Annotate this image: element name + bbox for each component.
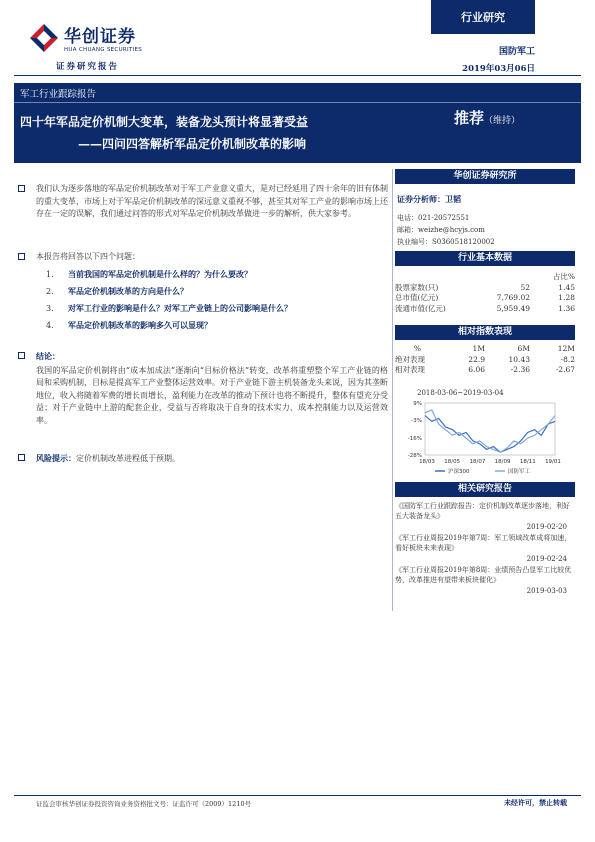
footer-license: 证监会审核华创证券投资咨询业务资格批文号：证监许可（2009）1210号 bbox=[36, 800, 252, 808]
report-title: 四十年军品定价机制大变革，装备龙头预计将显著受益 bbox=[20, 115, 309, 129]
footer-copyright: 未经许可，禁止转载 bbox=[504, 798, 567, 807]
legend-label: 沪深300 bbox=[448, 469, 470, 475]
related-date: 2019-02-24 bbox=[526, 555, 567, 563]
report-date: 2019年03月06日 bbox=[462, 64, 535, 74]
logo-text-en: HUA CHUANG SECURITIES bbox=[64, 47, 143, 53]
list-item bbox=[46, 266, 292, 283]
list-item bbox=[46, 283, 292, 300]
row-value: -2.36 bbox=[510, 365, 530, 374]
row-value: -2.67 bbox=[555, 365, 575, 374]
list-item bbox=[46, 300, 292, 317]
row-value: 22.9 bbox=[468, 354, 485, 364]
x-tick-label: 18/07 bbox=[469, 459, 486, 465]
header-divider bbox=[14, 75, 581, 76]
table-row bbox=[395, 283, 575, 294]
analyst-license: 执业编号：S0360518120002 bbox=[397, 238, 495, 246]
row-label: 股票家数(只) bbox=[395, 282, 439, 292]
bullet-icon bbox=[18, 253, 25, 260]
y-tick-label: -16% bbox=[407, 436, 422, 443]
question-number: 2. bbox=[46, 287, 54, 296]
legend-label: 国防军工 bbox=[508, 469, 531, 475]
performance-chart bbox=[395, 397, 575, 479]
related-item[interactable]: 《军工行业周报2019年第7周：军工领域改革成将加速，看好板块未来表现》 bbox=[395, 534, 572, 552]
analyst-name: 证券分析师：卫韬 bbox=[397, 194, 461, 204]
question-text: 对军工行业的影响是什么？对军工产业链上的公司影响是什么？ bbox=[68, 303, 292, 313]
question-number: 1. bbox=[46, 270, 54, 279]
row-label: 总市值(亿元) bbox=[395, 293, 439, 302]
conclusion-text: 我国的军品定价机制将由“成本加成法”逐渐向“目标价格法”转变，改革将重塑整个军工产业链的格局和采购机制，目标是提高军工产业整体运营效率。对于产业链下游主机装备龙头来说，因为其垄断地位，收入将随着军费的增长而增长，盈利能力在改革的推动下预计也将不断提升，整体有望充分受益；对于产业链中上游的配套企业，受益与否将取决于自身的技术实力、成本控制能力以及运营效率。 bbox=[36, 365, 388, 425]
list-item bbox=[46, 317, 292, 334]
risk-label: 风险提示： bbox=[36, 453, 76, 463]
row-value: 52 bbox=[520, 282, 530, 292]
logo-text: 华创证券 bbox=[64, 27, 136, 47]
analyst-email[interactable]: 邮箱：weizhe@hcyjs.com bbox=[397, 226, 485, 234]
related-reports-panel bbox=[395, 482, 575, 597]
banner-divider bbox=[14, 102, 581, 103]
row-pct: 1.45 bbox=[558, 282, 575, 292]
row-value: 5,959.49 bbox=[496, 303, 530, 313]
performance-header: 相对指数表现 bbox=[395, 325, 575, 340]
x-tick-label: 18/09 bbox=[494, 459, 511, 465]
rating-value: 推荐 bbox=[454, 109, 485, 127]
company-logo bbox=[30, 22, 142, 53]
questions-lead: 本报告将回答以下四个问题： bbox=[36, 252, 140, 261]
related-item[interactable]: 《军工行业周报2019年第8周：业绩预告凸显军工比较优势，改革推进有望带来板块催化》 bbox=[395, 566, 572, 584]
logo-mark-icon bbox=[30, 24, 58, 52]
x-tick-label: 18/05 bbox=[444, 459, 461, 465]
intro-text: 我们认为逐步落地的军品定价机制改革对于军工产业意义重大，是对已经延用了四十余年的旧有体制的重大变革，市场上对于军品定价机制改革的深远意义重视不够，甚至其对军工产业的影响市场上还存在一定的误解，我们通过问答的形式对军品定价机制改革做进一步的解析，供大家参考。 bbox=[36, 184, 388, 218]
bullet-icon bbox=[18, 352, 25, 359]
analyst-phone: 电话：021-20572551 bbox=[397, 214, 470, 222]
related-reports-header: 相关研究报告 bbox=[395, 482, 575, 497]
row-label: 流通市值(亿元) bbox=[395, 303, 446, 313]
col-header: 1M bbox=[472, 344, 485, 353]
intro-section bbox=[18, 183, 388, 221]
y-tick-label: -3% bbox=[411, 417, 422, 424]
bullet-icon bbox=[18, 185, 25, 192]
report-subtitle: 证券研究报告 bbox=[56, 62, 120, 72]
footer-divider bbox=[14, 795, 581, 796]
questions-lead-section bbox=[18, 251, 388, 264]
rating-note: （维持） bbox=[484, 116, 521, 126]
rating bbox=[454, 107, 520, 128]
row-label: 绝对表现 bbox=[395, 354, 425, 364]
table-row bbox=[395, 355, 575, 366]
question-number: 3. bbox=[46, 304, 54, 313]
y-tick-label: 9% bbox=[413, 401, 422, 407]
table-header-row bbox=[395, 344, 575, 355]
report-subtitle-line: ——四问四答解析军品定价机制改革的影响 bbox=[78, 137, 307, 151]
question-text: 军品定价机制改革的方向是什么？ bbox=[68, 286, 188, 296]
row-value: -8.2 bbox=[560, 354, 575, 364]
row-pct: 1.36 bbox=[558, 303, 575, 313]
performance-panel bbox=[395, 325, 575, 376]
related-list bbox=[395, 497, 575, 597]
questions-list bbox=[46, 266, 292, 334]
row-value: 10.43 bbox=[508, 354, 530, 364]
col-header: 12M bbox=[557, 344, 575, 353]
industry-label: 国防军工 bbox=[498, 47, 535, 57]
col-header: 6M bbox=[517, 344, 530, 353]
performance-chart-panel bbox=[395, 389, 575, 483]
bullet-icon bbox=[18, 454, 25, 461]
row-value: 6.06 bbox=[468, 365, 485, 374]
institute-header: 华创证券研究所 bbox=[395, 169, 575, 184]
report-category: 军工行业跟踪报告 bbox=[20, 89, 97, 100]
row-value: 7,769.02 bbox=[496, 293, 530, 302]
related-item[interactable]: 《国防军工行业跟踪报告：定价机制改革逐步落地，利好五大装备龙头》 bbox=[395, 502, 570, 520]
related-date: 2019-03-03 bbox=[526, 587, 567, 595]
pct-header: 占比% bbox=[552, 272, 575, 281]
chart-range: 2018-03-06~2019-03-04 bbox=[417, 389, 504, 397]
row-label: 相对表现 bbox=[395, 365, 425, 374]
question-text: 军品定价机制改革的影响多久可以显现？ bbox=[68, 320, 212, 330]
basic-data-panel bbox=[395, 251, 575, 314]
question-number: 4. bbox=[46, 321, 54, 330]
column-divider bbox=[392, 169, 393, 611]
question-text: 当前我国的军品定价机制是什么样的？为什么要改？ bbox=[68, 269, 252, 279]
basic-data-header: 行业基本数据 bbox=[395, 251, 575, 266]
conclusion-label: 结论： bbox=[36, 351, 60, 361]
report-type-tag: 行业研究 bbox=[431, 0, 535, 34]
risk-section bbox=[18, 452, 388, 466]
table-row bbox=[395, 365, 575, 376]
risk-text: 定价机制改革进程低于预期。 bbox=[76, 454, 180, 463]
conclusion-section bbox=[18, 350, 388, 427]
col-header: % bbox=[413, 344, 422, 353]
x-tick-label: 18/11 bbox=[519, 459, 536, 465]
table-row bbox=[395, 293, 575, 304]
x-tick-label: 18/03 bbox=[419, 459, 435, 465]
x-tick-label: 19/01 bbox=[545, 459, 561, 465]
table-row bbox=[395, 304, 575, 315]
title-banner bbox=[14, 83, 581, 163]
y-tick-label: -28% bbox=[407, 453, 422, 459]
related-date: 2019-02-20 bbox=[526, 523, 567, 531]
row-pct: 1.28 bbox=[558, 293, 575, 302]
sidebar bbox=[395, 169, 575, 248]
